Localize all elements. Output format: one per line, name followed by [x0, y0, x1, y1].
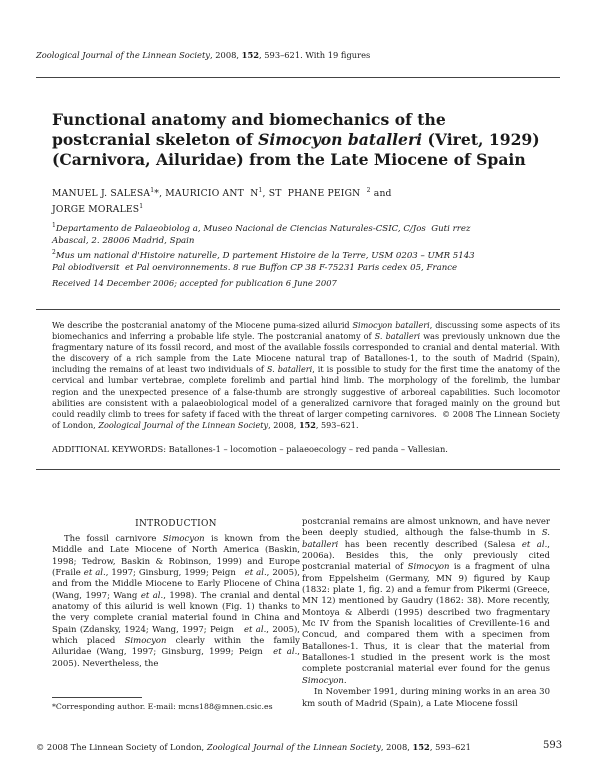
- author-list: MANUEL J. SALESA$^1$*, MAURICIO ANT $N^1$, ST PHANE PEIGN $^2$ and JORGE MORALES$^1$: [52, 187, 392, 216]
- running-header: Zoological Journal of the Linnean Society, 2008, 152, 593–621. With 19 figures: [36, 50, 371, 60]
- section-heading-introduction: INTRODUCTION: [135, 519, 217, 529]
- keywords: ADDITIONAL KEYWORDS: Batallones-1 – locomotion – palaeoecology – red panda – Vallesian.: [52, 444, 448, 454]
- article-title: Functional anatomy and biomechanics of the postcranial skeleton of Simocyon batalleri (Viret, 1929) (Carnivora, Ailuridae) from the Late Miocene of Spain: [52, 110, 540, 169]
- column-left: The fossil carnivore Simocyon is known from the Middle and Late Miocene of North America (Baskin, 1998; Tedrow, Baskin & Robinson, 1999) and Europe (Fraile et al., 1997; Ginsburg, 1999; Peign et al., 2005), and from the Middle Miocene to Early Pliocene of China (Wang, 1997; Wang et al., 1998). The cranial and dental anatomy of this ailurid is well known (Fig. 1) thanks to the very complete cranial material found in China and Spain (Zdansky, 1924; Wang, 1997; Peign et al., 2005), which placed Simocyon clearly within the family Ailuridae (Wang, 1997; Ginsburg, 1999; Peign et al., 2005). Nevertheless, the: [52, 534, 301, 669]
- abstract-top-rule: [36, 309, 560, 310]
- header-rule: [36, 77, 560, 78]
- page-number: 593: [543, 740, 563, 751]
- footer-copyright: © 2008 The Linnean Society of London, Zoological Journal of the Linnean Society, 2008, 152, 593–621: [36, 742, 471, 752]
- corresponding-author-footnote: *Corresponding author. E-mail: mcns188@mnen.csic.es: [52, 702, 273, 711]
- abstract-bottom-rule: [36, 469, 560, 470]
- column-right: postcranial remains are almost unknown, and have never been deeply studied, although the false-thumb in S. batalleri has been recently described (Salesa et al., 2006a). Besides this, the only previously cited postcranial material of Simocyon is a fragment of ulna from Eppelsheim (Germany, MN 9) figured by Kaup (1832: plate 1, fig. 2) and a femur from Pikermi (Greece, MN 12) mentioned by Gaudry (1862: 38). More recently, Montoya & Alberdi (1995) described two fragmentary Mc IV from the Spanish localities of Crevillente-16 and Concud, and compared them with a specimen from Batallones-1. Thus, it is clear that the material from Batallones-1 studied in the present work is the most complete postcranial material ever found for the genus Simocyon. In November 1991, during mining works in an area 30 km south of Madrid (Spain), a Late Miocene fossil: [302, 517, 551, 709]
- received-date: Received 14 December 2006; accepted for publication 6 June 2007: [52, 278, 337, 288]
- footnote-rule: [52, 697, 142, 698]
- affiliations: $^1$Departamento de Palaeobiolog a, Museo Nacional de Ciencias Naturales-CSIC, C/Jos Guti rrez Abascal, 2. 28006 Madrid, Spain $^2$Mus um national d'Histoire naturelle, D partement Histoire de la Terre, USM 0203 – UMR 5143 Pal obiodiversit et Pal oenvironnements. 8 rue Buffon CP 38 F-75231 Paris cedex 05, France: [52, 222, 475, 274]
- abstract: We describe the postcranial anatomy of the Miocene puma-sized ailurid Simocyon batalleri, discussing some aspects of its biomechanics and inferring a probable life style. The postcranial anatomy of S. batalleri was previously unknown due the fragmentary nature of its fossil record, and most of the available fossils corresponded to cranial and dental material. With the discovery of a rich sample from the Late Miocene natural trap of Batallones-1, to the south of Madrid (Spain), including the remains of at least two individuals of S. batalleri, it is possible to study for the first time the anatomy of the cervical and lumbar vertebrae, complete forelimb and partial hind limb. The morphology of the forelimb, the lumbar region and the unexpected presence of a false-thumb are strongly suggestive of arboreal capabilities. Such locomotor abilities are consistent with a palaeobiological model of a generalized carnivore that foraged mainly on the ground but could readily climb to trees for safety if faced with the threat of larger competing carnivores. © 2008 The Linnean Society of London, Zoological Journal of the Linnean Society, 2008, 152, 593–621.: [52, 320, 560, 430]
